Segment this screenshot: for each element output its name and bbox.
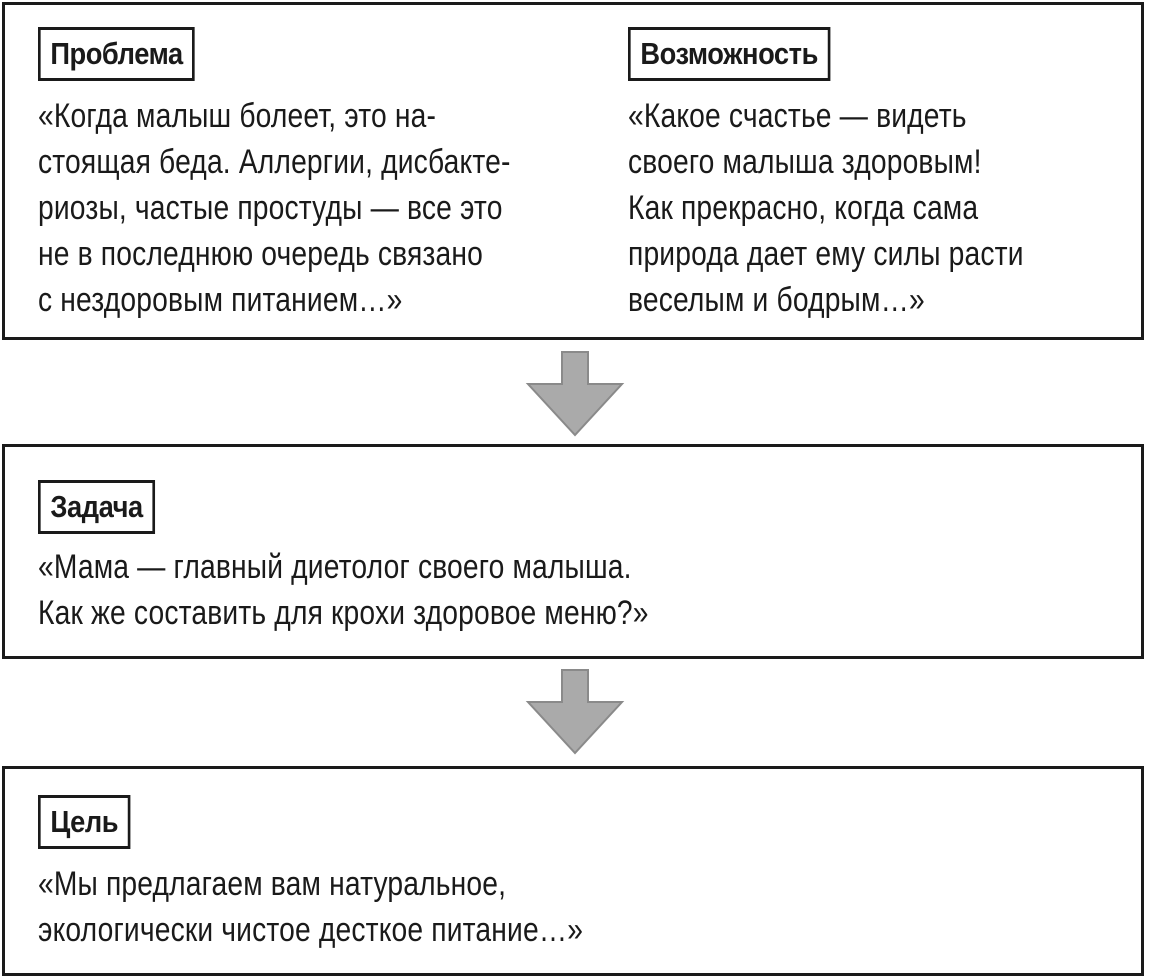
goal-label: Цель (38, 795, 130, 849)
goal-text: «Мы предлагаем вам натуральное, экологически чистое десткое питание…» (38, 865, 584, 949)
task-box (2, 444, 1144, 659)
opportunity-text: «Какое счастье — видеть своего малыша здоровым! Как прекрасно, когда сама природа дает ему силы расти веселым и бодрым…» (628, 97, 1024, 319)
problem-text: «Когда малыш болеет, это на- стоящая беда. Аллергии, дисбакте- риозы, частые простуды — все это не в последнюю очередь связано с нездоровым питанием…» (38, 97, 511, 319)
goal-box (2, 766, 1144, 976)
problem-label: Проблема (38, 27, 195, 81)
opportunity-label: Возможность (628, 27, 830, 81)
problem-opportunity-box (2, 2, 1144, 340)
down-arrow-icon (525, 351, 625, 437)
down-arrow-icon (525, 669, 625, 755)
task-label: Задача (38, 480, 155, 534)
task-text: «Мама — главный диетолог своего малыша. Как же составить для крохи здоровое меню?» (38, 548, 649, 632)
